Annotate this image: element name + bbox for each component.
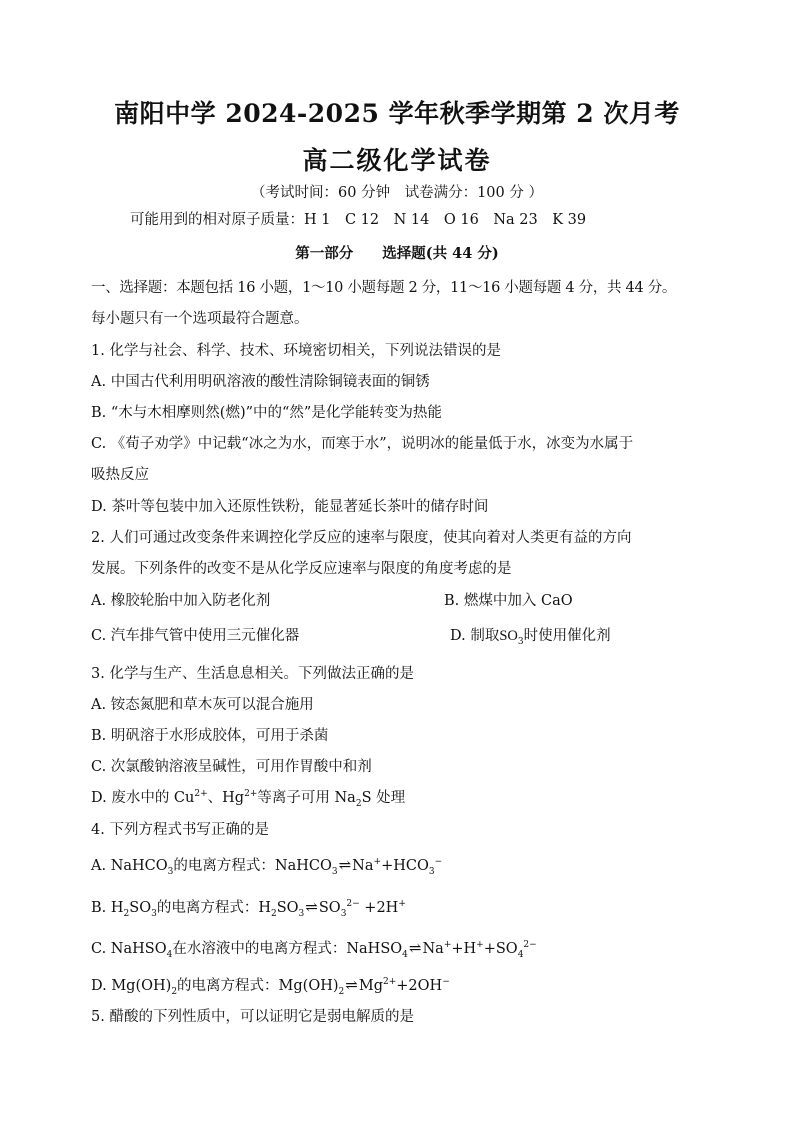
atomic-masses: 可能用到的相对原子质量：H 1 C 12 N 14 O 16 Na 23 K 39	[130, 212, 587, 228]
question-3-option-b: B. 明矾溶于水形成胶体，可用于杀菌	[91, 728, 329, 744]
question-4-option-d: D. $Mg(OH)_2$的电离方程式：$Mg(OH)_2\rightleftharpoons Mg^{2+}+2OH^-$	[91, 976, 450, 997]
question-1-option-d: D. 茶叶等包装中加入还原性铁粉，能显著延长茶叶的储存时间	[91, 499, 489, 515]
question-1-option-c-cont: 吸热反应	[91, 467, 149, 483]
section-title: 第一部分 选择题(共 44 分)	[295, 245, 499, 262]
question-4-option-a: A. NaHCO$_3$的电离方程式：$NaHCO_3\rightleftharpoons Na^++HCO_3^-$	[91, 856, 443, 877]
question-1-stem: 1. 化学与社会、科学、技术、环境密切相关，下列说法错误的是	[91, 343, 501, 359]
question-4-stem: 4. 下列方程式书写正确的是	[91, 822, 269, 838]
reversible-arrow-icon: ⇌	[305, 898, 318, 916]
question-4-option-b: B. $H_2SO_3$的电离方程式：$H_2SO_3\rightleftharpoons SO_3^{2-} +2H^+$	[91, 898, 406, 919]
exam-info: （考试时间：60 分钟 试卷满分：100 分 ）	[251, 185, 543, 201]
section-instruction-cont: 每小题只有一个选项最符合题意。	[91, 311, 309, 327]
question-3-option-a: A. 铵态氮肥和草木灰可以混合施用	[91, 697, 314, 713]
question-2-options-ab	[91, 591, 711, 611]
question-3-option-c: C. 次氯酸钠溶液呈碱性，可用作胃酸中和剂	[91, 759, 372, 775]
question-1-option-c: C. 《荀子劝学》中记载“冰之为水，而寒于水”，说明冰的能量低于水，冰变为水属于	[91, 436, 634, 452]
question-2-stem: 2. 人们可通过改变条件来调控化学反应的速率与限度，使其向着对人类更有益的方向	[91, 530, 632, 546]
exam-subtitle: 高二级化学试卷	[302, 146, 492, 175]
question-1-option-a: A. 中国古代利用明矾溶液的酸性清除铜镜表面的铜锈	[91, 374, 430, 390]
question-3-option-d: D. 废水中的 $Cu^{2+}$、$Hg^{2+}$等离子可用 $Na_2S$ 处理	[91, 789, 406, 809]
question-2-option-a: A. 橡胶轮胎中加入防老化剂	[91, 593, 271, 609]
reversible-arrow-icon: ⇌	[338, 856, 352, 874]
reversible-arrow-icon: ⇌	[345, 976, 358, 994]
section-instruction: 一、选择题：本题包括 16 小题，1～10 小题每题 2 分，11～16 小题每题 4 分，共 44 分。	[91, 280, 677, 296]
question-2-option-d: D. 制取$SO_3$时使用催化剂	[450, 628, 611, 647]
question-2-option-c: C. 汽车排气管中使用三元催化器	[91, 628, 300, 644]
exam-title: 南阳中学 2024-2025 学年秋季学期第 2 次月考	[114, 99, 680, 128]
question-2-option-b: B. 燃煤中加入 CaO	[444, 593, 573, 609]
reversible-arrow-icon: ⇌	[408, 939, 422, 957]
question-5-stem: 5. 醋酸的下列性质中，可以证明它是弱电解质的是	[91, 1009, 414, 1025]
question-4-option-c: C. NaHSO$_4$在水溶液中的电离方程式：$NaHSO_4\rightleftharpoons Na^++H^++SO_4^{2-}$	[91, 939, 537, 960]
question-1-option-b: B. “木与木相摩则然(燃)”中的“然”是化学能转变为热能	[91, 405, 442, 421]
question-2-stem-cont: 发展。下列条件的改变不是从化学反应速率与限度的角度考虑的是	[91, 561, 512, 577]
question-3-stem: 3. 化学与生产、生活息息相关。下列做法正确的是	[91, 666, 414, 682]
question-2-options-cd	[91, 626, 711, 646]
